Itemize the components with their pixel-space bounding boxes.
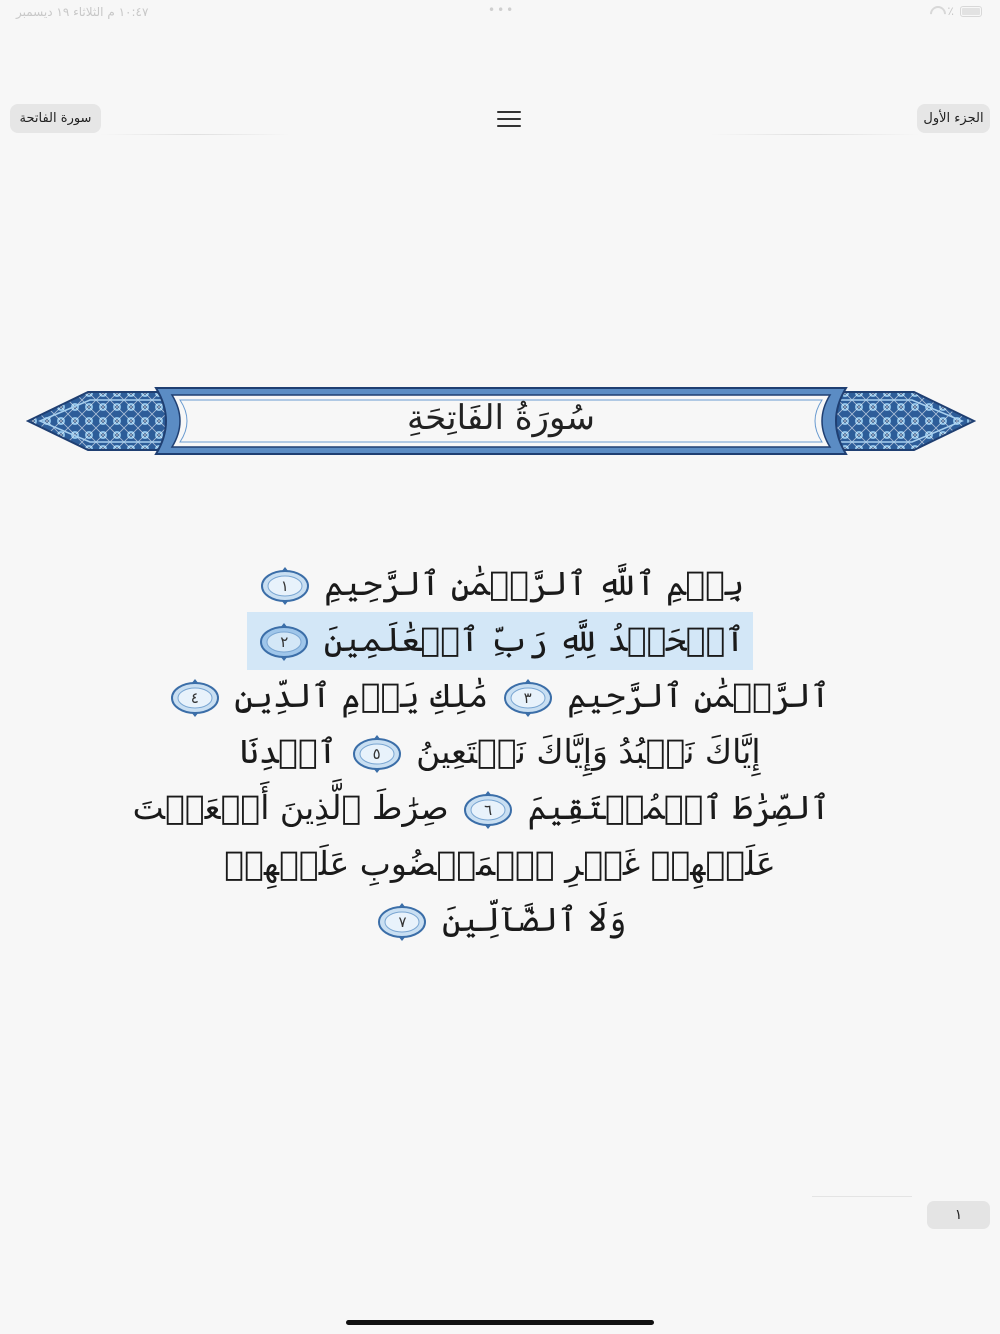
verse-line: [170, 836, 830, 892]
home-indicator[interactable]: [346, 1320, 654, 1325]
verse-text[interactable]: ٱلرَّحۡمَٰنِ ٱلرَّحِيمِ: [567, 676, 830, 715]
multitasking-dots-icon[interactable]: •••: [488, 3, 516, 17]
verse-text[interactable]: مَٰلِكِ يَوۡمِ ٱلدِّينِ: [234, 676, 489, 715]
ayah-number: ٣: [523, 689, 532, 707]
wifi-icon: [930, 6, 942, 16]
status-indicators: [930, 4, 982, 18]
ayah-number: ١: [280, 577, 289, 595]
ayah-number: ٦: [484, 801, 493, 819]
surah-button[interactable]: سورة الفاتحة: [10, 104, 101, 133]
divider-line: [100, 134, 290, 135]
quran-page: [132, 556, 830, 948]
verse-text[interactable]: بِسۡمِ ٱللَّهِ ٱلرَّحۡمَٰنِ ٱلرَّحِيمِ: [324, 564, 745, 603]
verse-text[interactable]: ٱلصِّرَٰطَ ٱلۡمُسۡتَقِيمَ: [527, 788, 830, 827]
ayah-number: ٥: [372, 745, 381, 763]
ayah-number-marker[interactable]: [463, 790, 513, 830]
status-time: ١٠:٤٧ م الثلاثاء ١٩ ديسمبر: [16, 5, 149, 19]
highlighted-verse[interactable]: [247, 612, 753, 670]
hamburger-menu-icon[interactable]: [497, 109, 521, 129]
battery-icon: [960, 6, 982, 17]
ayah-number-marker[interactable]: [503, 678, 553, 718]
verse-text: ٱلۡحَمۡدُ لِلَّهِ رَبِّ ٱلۡعَٰلَمِينَ: [323, 620, 745, 659]
verse-line: [132, 780, 830, 836]
ayah-number: ٧: [398, 913, 407, 931]
ayah-number-marker[interactable]: [377, 902, 427, 942]
verse-line-highlighted: [170, 612, 830, 668]
page-number-button[interactable]: ١: [927, 1201, 990, 1229]
verse-line: [170, 556, 830, 612]
ayah-number-marker[interactable]: [260, 566, 310, 606]
verse-line: [170, 892, 830, 948]
ayah-number-marker[interactable]: [352, 734, 402, 774]
battery-percent: ٪: [947, 4, 954, 18]
surah-title-banner: [26, 386, 976, 456]
ayah-number: ٤: [190, 689, 199, 707]
verse-text[interactable]: إِيَّاكَ نَعۡبُدُ وَإِيَّاكَ نَسۡتَعِينُ: [416, 732, 761, 771]
ayah-number-marker[interactable]: [170, 678, 220, 718]
surah-title: سُورَةُ الفَاتِحَةِ: [406, 398, 596, 438]
verse-text[interactable]: وَلَا ٱلضَّآلِّينَ: [441, 900, 627, 939]
verse-text[interactable]: صِرَٰطَ ٱلَّذِينَ أَنۡعَمۡتَ: [132, 788, 449, 827]
divider-line: [812, 1196, 912, 1197]
divider-line: [710, 134, 920, 135]
verse-text[interactable]: عَلَيۡهِمۡ غَيۡرِ ٱلۡمَغۡضُوبِ عَلَيۡهِمۡ: [224, 844, 776, 883]
juz-button[interactable]: الجزء الأول: [917, 104, 990, 133]
status-bar: [0, 0, 1000, 24]
ayah-number-marker[interactable]: [259, 622, 309, 662]
verse-text[interactable]: ٱهۡدِنَا: [239, 732, 338, 771]
verse-line: [170, 724, 830, 780]
ayah-number: ٢: [280, 633, 289, 651]
verse-line: [170, 668, 830, 724]
